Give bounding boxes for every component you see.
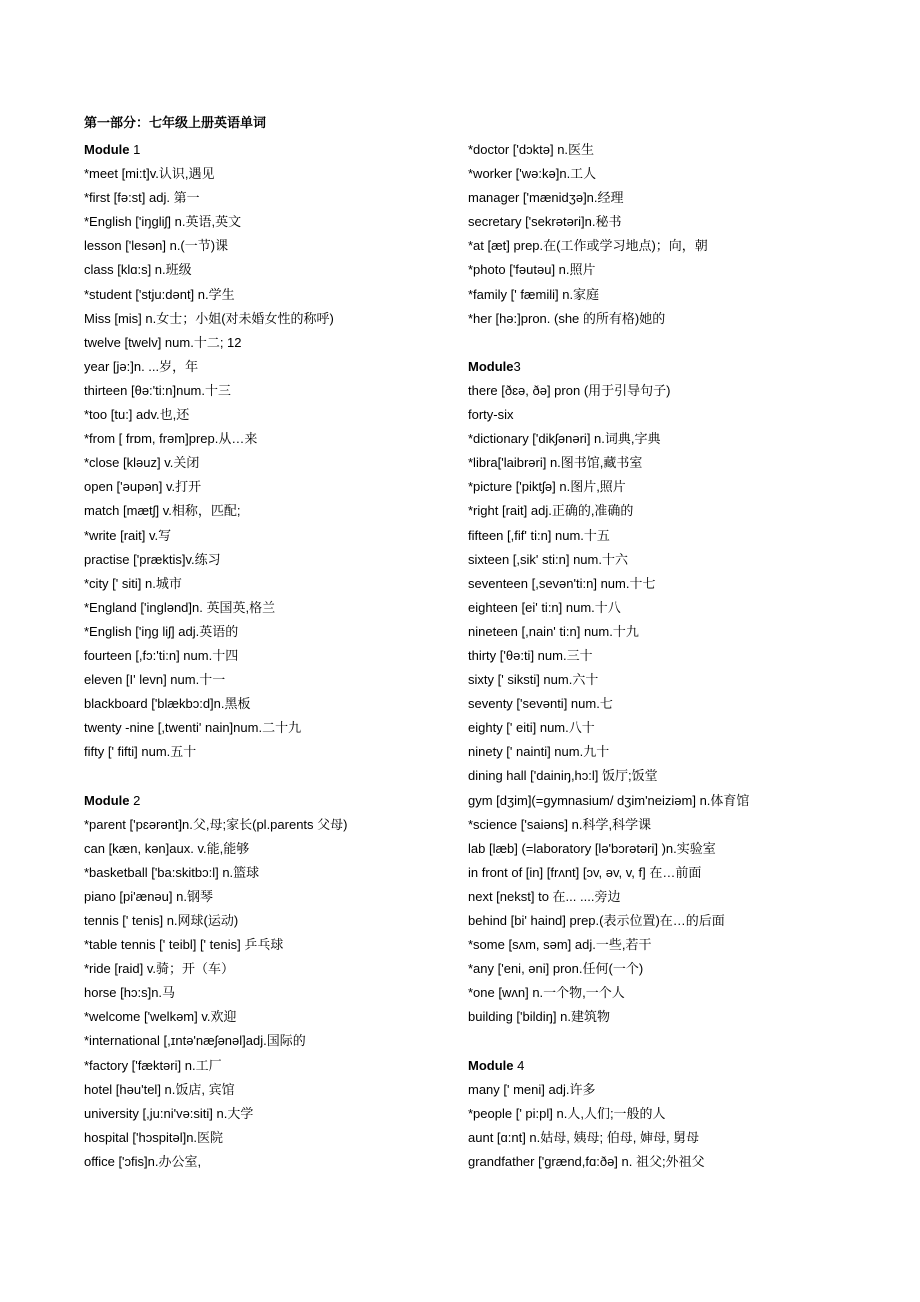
vocab-entry: practise ['præktis]v.练习 <box>84 551 221 567</box>
vocab-entry: *worker ['wə:kə]n.工人 <box>468 166 597 182</box>
vocab-entry: grandfather ['grænd,fɑ:ðə] n. 祖父;外祖父 <box>468 1153 705 1169</box>
vocab-entry: *international [,ɪntə'næʃənəl]adj.国际的 <box>84 1033 306 1049</box>
module-heading <box>84 789 464 813</box>
vocab-entry: *city [' siti] n.城市 <box>84 575 182 591</box>
vocab-entry: *English ['iŋgliʃ] n.英语,英文 <box>84 214 242 230</box>
vocab-entry: *factory ['fæktəri] n.工厂 <box>84 1057 222 1073</box>
module-label: Module <box>84 792 130 808</box>
vocab-entry: *England ['inglənd]n. 英国英,格兰 <box>84 599 276 615</box>
vocab-entry: *photo ['fəutəu] n.照片 <box>468 262 596 278</box>
blank-line <box>468 1029 848 1053</box>
vocab-entry: secretary ['sekrətəri]n.秘书 <box>468 214 622 230</box>
vocab-entry: sixteen [,sik' sti:n] num.十六 <box>468 551 628 567</box>
module-number: 1 <box>129 142 141 157</box>
vocab-entry: eighteen [ei' ti:n] num.十八 <box>468 599 621 615</box>
vocab-entry: lesson ['lesən] n.(一节)课 <box>84 238 229 254</box>
vocab-entry: hotel [həu'tel] n.饭店, 宾馆 <box>84 1081 235 1097</box>
vocab-entry: *parent ['pɛərənt]n.父,母;家长(pl.parents 父母) <box>84 816 348 832</box>
vocab-entry: *picture ['piktʃə] n.图片,照片 <box>468 479 626 495</box>
vocab-entry: *people [' pi:pl] n.人,人们;一般的人 <box>468 1105 666 1121</box>
module-heading <box>468 355 848 379</box>
vocab-entry: horse [hɔ:s]n.马 <box>84 985 176 1001</box>
vocab-entry: dining hall ['dainiŋ,hɔ:l] 饭厅;饭堂 <box>468 768 658 784</box>
vocab-entry: twenty -nine [,twenti' nain]num.二十九 <box>84 720 302 736</box>
vocab-entry: manager ['mænidʒə]n.经理 <box>468 190 624 206</box>
vocab-entry: thirteen [θə:'ti:n]num.十三 <box>84 382 231 398</box>
module-label: Module <box>468 1057 514 1073</box>
vocab-entry: fifty [' fifti] num.五十 <box>84 744 197 760</box>
module-number: 4 <box>513 1057 525 1073</box>
vocab-entry: open ['əupən] v.打开 <box>84 479 202 495</box>
vocab-entry: office ['ɔfis]n.办公室, <box>84 1153 202 1169</box>
vocab-entry: *too [tu:] adv.也,还 <box>84 407 190 423</box>
module-label: Module <box>84 142 130 157</box>
left-column <box>84 138 464 1174</box>
vocab-entry: *family [' fæmili] n.家庭 <box>468 286 600 302</box>
vocab-entry: fourteen [,fɔ:'ti:n] num.十四 <box>84 647 239 663</box>
module-label: Module <box>468 358 514 374</box>
module-number: 2 <box>129 792 141 808</box>
vocab-entry: *table tennis [' teibl] [' tenis] 乒乓球 <box>84 937 284 953</box>
vocab-entry: eleven [I' levn] num.十一 <box>84 672 226 688</box>
vocab-entry: twelve [twelv] num.十二; 12 <box>84 334 242 350</box>
vocab-entry: sixty [' siksti] num.六十 <box>468 672 599 688</box>
vocab-entry: *write [rait] v.写 <box>84 527 172 543</box>
module-number: 3 <box>513 358 521 374</box>
vocab-entry: *her [hə:]pron. (she 的所有格)她的 <box>468 310 666 326</box>
vocab-entry: behind [bi' haind] prep.(表示位置)在…的后面 <box>468 913 725 928</box>
section-title: 第一部分：七年级上册英语单词 <box>84 116 267 131</box>
vocab-entry: thirty ['θə:ti] num.三十 <box>468 647 593 663</box>
vocab-entry: eighty [' eiti] num.八十 <box>468 720 595 736</box>
vocab-entry: seventeen [,sevən'ti:n] num.十七 <box>468 575 656 591</box>
vocab-entry: blackboard ['blækbɔ:d]n.黑板 <box>84 696 251 712</box>
vocab-entry: gym [dʒim](=gymnasium/ dʒim'neiziəm] n.体育馆 <box>468 792 750 808</box>
vocab-entry: *dictionary ['dikʃənəri] n.词典,字典 <box>468 431 661 447</box>
vocab-entry: ninety [' nainti] num.九十 <box>468 744 610 760</box>
blank-line <box>468 331 848 355</box>
vocab-entry: university [,ju:ni'və:siti] n.大学 <box>84 1105 254 1121</box>
vocab-entry: *at [æt] prep.在(工作或学习地点)；向，朝 <box>468 238 708 254</box>
vocab-entry: *ride [raid] v.骑；开（车） <box>84 961 235 977</box>
vocab-entry: *science ['saiəns] n.科学,科学课 <box>468 816 652 832</box>
vocab-entry: *welcome ['welkəm] v.欢迎 <box>84 1009 237 1025</box>
vocab-entry: *right [rait] adj.正确的,准确的 <box>468 503 634 519</box>
vocab-entry: building ['bildiŋ] n.建筑物 <box>468 1009 610 1025</box>
vocab-entry: year [jə:]n. ...岁，年 <box>84 358 199 374</box>
vocab-entry: class [klɑ:s] n.班级 <box>84 262 192 278</box>
vocab-entry: forty-six <box>468 407 514 423</box>
vocab-entry: seventy ['sevənti] num.七 <box>468 696 613 712</box>
vocab-entry: match [mætʃ] v.相称，匹配; <box>84 503 241 519</box>
vocab-entry: *student ['stju:dənt] n.学生 <box>84 286 235 302</box>
vocab-entry: hospital ['hɔspitəl]n.医院 <box>84 1129 224 1145</box>
blank-line <box>84 764 464 788</box>
vocab-entry: nineteen [,nain' ti:n] num.十九 <box>468 623 639 639</box>
vocab-entry: *from [ frɒm, frəm]prep.从…来 <box>84 431 258 447</box>
vocab-entry: *libra['laibrəri] n.图书馆,藏书室 <box>468 455 643 471</box>
module-heading <box>468 1054 848 1078</box>
vocab-entry: *one [wʌn] n.一个物,一个人 <box>468 985 625 1001</box>
right-column <box>468 138 848 1174</box>
vocab-entry: *meet [mi:t]v.认识,遇见 <box>84 166 215 182</box>
vocab-entry: *doctor ['dɔktə] n.医生 <box>468 142 595 157</box>
vocab-entry: tennis [' tenis] n.网球(运动) <box>84 913 239 928</box>
vocab-entry: *first [fə:st] adj. 第一 <box>84 190 200 206</box>
module-heading <box>84 138 464 162</box>
vocab-entry: *basketball ['ba:skitbɔ:l] n.篮球 <box>84 864 260 880</box>
vocab-entry: *any ['eni, əni] pron.任何(一个) <box>468 961 644 977</box>
vocab-entry: lab [læb] (=laboratory [lə'bɔrətəri] )n.实验室 <box>468 840 716 856</box>
vocab-entry: in front of [in] [frʌnt] [ɔv, əv, v, f] 在…前面 <box>468 864 702 880</box>
vocab-entry: there [ðɛə, ðə] pron (用于引导句子) <box>468 382 671 398</box>
vocab-entry: Miss [mis] n.女士；小姐(对未婚女性的称呼) <box>84 310 334 326</box>
vocab-entry: *English ['iŋg liʃ] adj.英语的 <box>84 623 239 639</box>
vocab-entry: *close [kləuz] v.关闭 <box>84 455 200 471</box>
vocab-entry: fifteen [,fif' ti:n] num.十五 <box>468 527 610 543</box>
vocab-entry: next [nekst] to 在... ....旁边 <box>468 888 621 904</box>
vocab-entry: aunt [ɑ:nt] n.姑母, 姨母; 伯母, 婶母, 舅母 <box>468 1129 700 1145</box>
vocab-entry: many [' meni] adj.许多 <box>468 1081 596 1097</box>
vocab-entry: piano [pi'ænəu] n.钢琴 <box>84 888 213 904</box>
vocab-entry: *some [sʌm, səm] adj.一些,若干 <box>468 937 652 953</box>
vocab-entry: can [kæn, kən]aux. v.能,能够 <box>84 840 250 856</box>
